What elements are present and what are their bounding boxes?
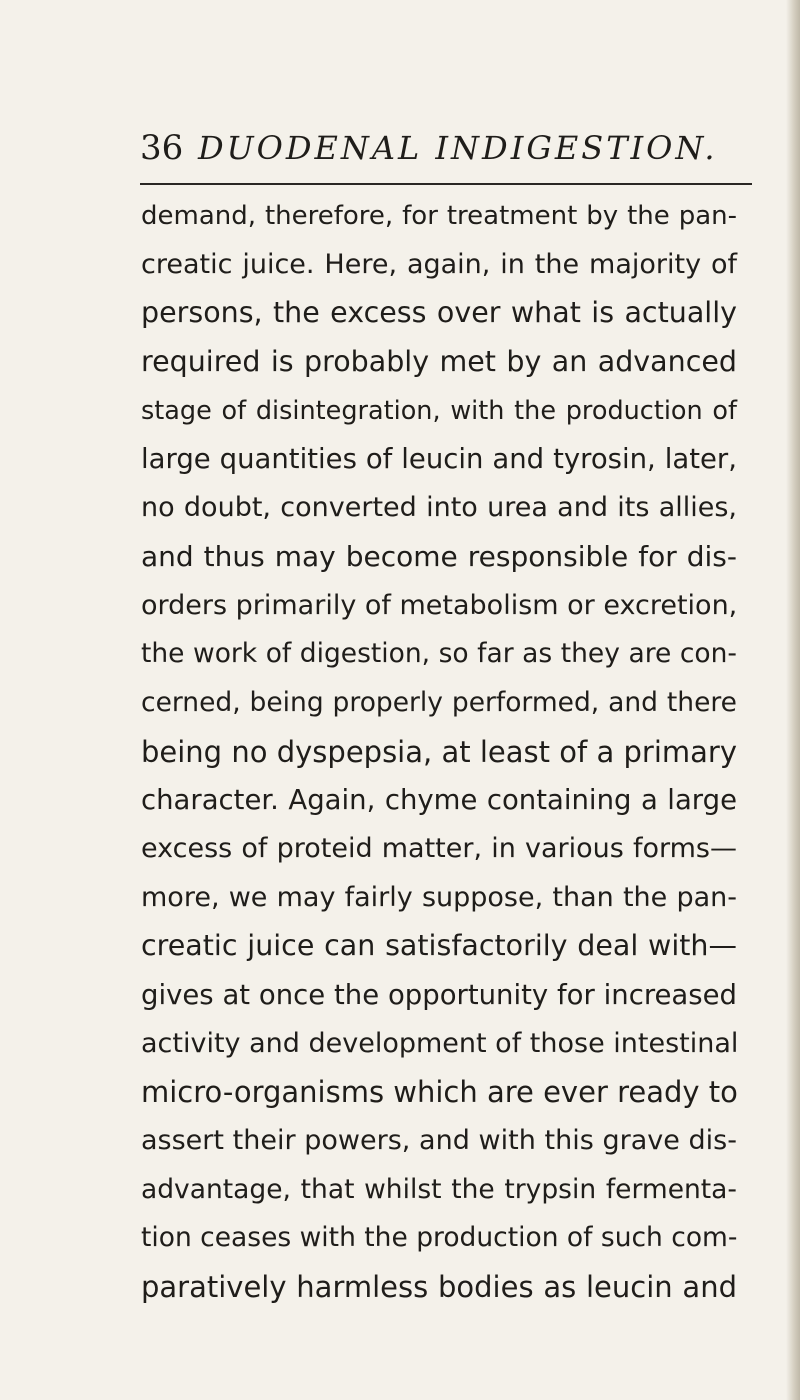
text-line: character. Again, chyme containing a large	[141, 784, 737, 817]
text-line: creatic juice can satisfactorily deal with—	[141, 929, 737, 963]
text-line: tion ceases with the production of such com-	[141, 1222, 738, 1254]
page-header	[140, 128, 750, 168]
running-title: DUODENAL INDIGESTION.	[198, 129, 718, 167]
text-line: excess of proteid matter, in various forms—	[141, 832, 737, 864]
text-line: gives at once the opportunity for increased	[141, 979, 737, 1011]
header-rule	[140, 183, 752, 185]
text-line: demand, therefore, for treatment by the pan-	[141, 201, 737, 231]
text-line: paratively harmless bodies as leucin and	[141, 1270, 737, 1305]
page-edge-shadow	[786, 0, 800, 1400]
text-line: more, we may fairly suppose, than the pan-	[141, 881, 737, 913]
text-line: creatic juice. Here, again, in the majority of	[141, 248, 737, 280]
text-line: micro-organisms which are ever ready to	[141, 1075, 738, 1110]
text-line: and thus may become responsible for dis-	[141, 539, 737, 573]
page-number: 36	[140, 128, 184, 168]
text-line: required is probably met by an advanced	[141, 345, 737, 379]
text-line: persons, the excess over what is actually	[141, 296, 737, 330]
text-line: stage of disintegration, with the production of	[141, 395, 737, 426]
text-line: cerned, being properly performed, and there	[141, 686, 737, 718]
text-line: being no dyspepsia, at least of a primary	[141, 734, 737, 769]
text-line: advantage, that whilst the trypsin fermenta-	[141, 1173, 737, 1205]
text-line: activity and development of those intestinal	[141, 1027, 739, 1059]
text-line: orders primarily of metabolism or excretion,	[141, 589, 738, 621]
text-line: no doubt, converted into urea and its allies,	[141, 492, 737, 524]
text-line: large quantities of leucin and tyrosin, later,	[141, 443, 737, 476]
body-text	[141, 192, 761, 1312]
text-line: assert their powers, and with this grave dis-	[141, 1125, 737, 1157]
text-line: the work of digestion, so far as they are con-	[141, 638, 737, 670]
